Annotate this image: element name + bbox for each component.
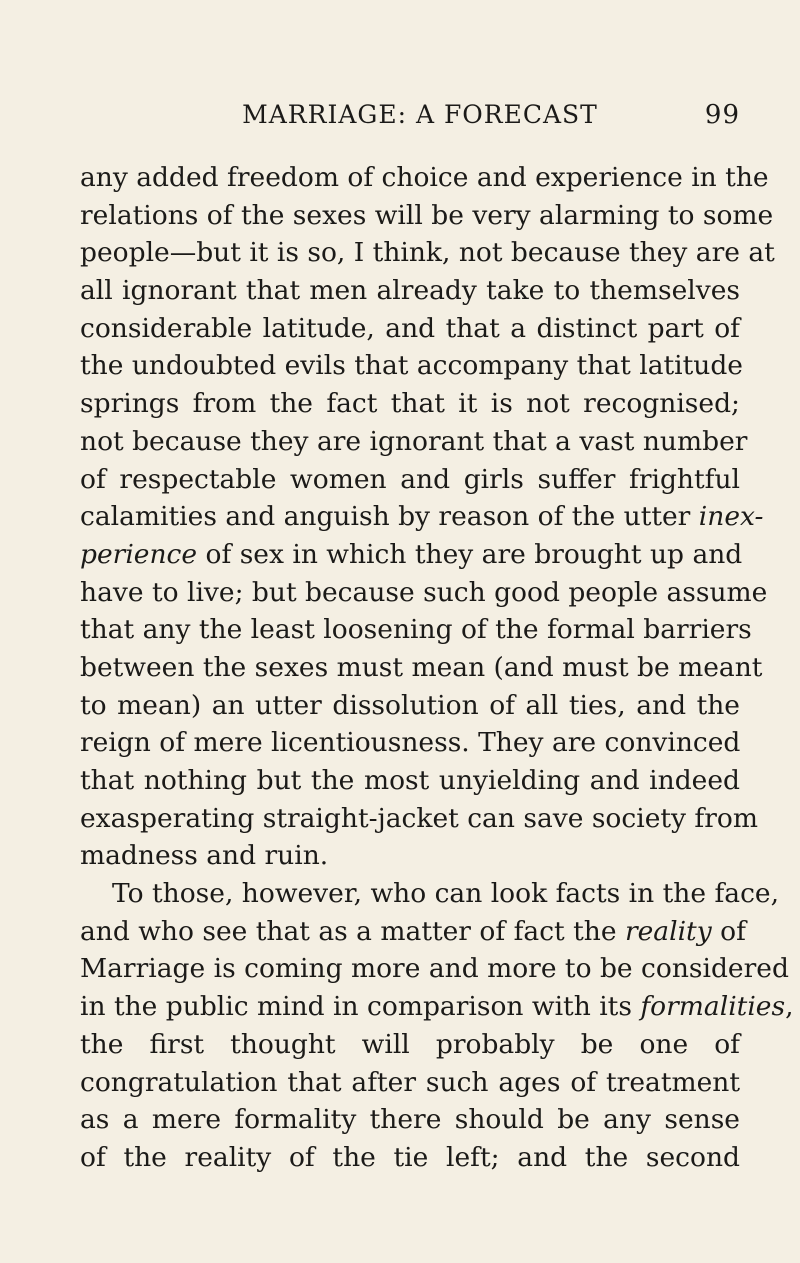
- text-line: people—but it is so, I think, not because they are at: [80, 237, 775, 269]
- text-line: congratulation that after such ages of treatment: [80, 1066, 740, 1098]
- italic-word: inex-: [698, 501, 764, 533]
- running-title: MARRIAGE: A FORECAST: [242, 100, 598, 129]
- text-line: all ignorant that men already take to themselves: [80, 275, 740, 307]
- italic-word: reality: [624, 915, 712, 947]
- text-line: as a mere formality there should be any sense: [80, 1104, 740, 1136]
- text-line: [80, 536, 743, 574]
- text-line: of respectable women and girls suffer frightful: [80, 463, 740, 495]
- text-line: that any the least loosening of the formal barriers: [80, 614, 752, 646]
- text-line: between the sexes must mean (and must be meant: [80, 651, 763, 683]
- text-segment: of sex in which they are brought up and: [197, 538, 743, 570]
- text-line: [80, 498, 764, 536]
- running-head: [80, 100, 740, 140]
- text-line: Marriage is coming more and more to be considered: [80, 953, 789, 985]
- text-line: relations of the sexes will be very alarming to some: [80, 199, 774, 231]
- text-line: the undoubted evils that accompany that latitude: [80, 350, 743, 382]
- text-line: [80, 913, 746, 951]
- text-line: springs from the fact that it is not recognised;: [80, 388, 740, 420]
- text-segment: calamities and anguish by reason of the utter: [80, 501, 691, 533]
- italic-word: formalities: [640, 991, 786, 1023]
- text-segment: of: [711, 915, 746, 947]
- text-line: have to live; but because such good people assume: [80, 576, 768, 608]
- text-line: madness and ruin.: [80, 840, 329, 872]
- text-segment: in the public mind in comparison with its: [80, 991, 632, 1023]
- text-line: exasperating straight-jacket can save society from: [80, 802, 758, 834]
- text-line: of the reality of the tie left; and the second: [80, 1141, 740, 1173]
- text-line: to mean) an utter dissolution of all ties, and the: [80, 689, 740, 721]
- text-line: any added freedom of choice and experience in the: [80, 162, 769, 193]
- text-line: [80, 988, 794, 1026]
- text-segment: ,: [785, 991, 794, 1023]
- text-line: reign of mere licentiousness. They are convinced: [80, 727, 741, 759]
- text-line: that nothing but the most unyielding and indeed: [80, 765, 740, 796]
- text-line: not because they are ignorant that a vast number: [80, 425, 748, 457]
- body-text: [80, 159, 794, 1177]
- text-line: To those, however, who can look facts in the face,: [112, 878, 780, 910]
- italic-word: perience: [80, 538, 198, 570]
- text-line: considerable latitude, and that a distinct part of: [80, 312, 740, 344]
- page-number: 99: [704, 100, 740, 130]
- text-segment: and who see that as a matter of fact the: [80, 915, 617, 947]
- text-line: the first thought will probably be one of: [80, 1028, 740, 1060]
